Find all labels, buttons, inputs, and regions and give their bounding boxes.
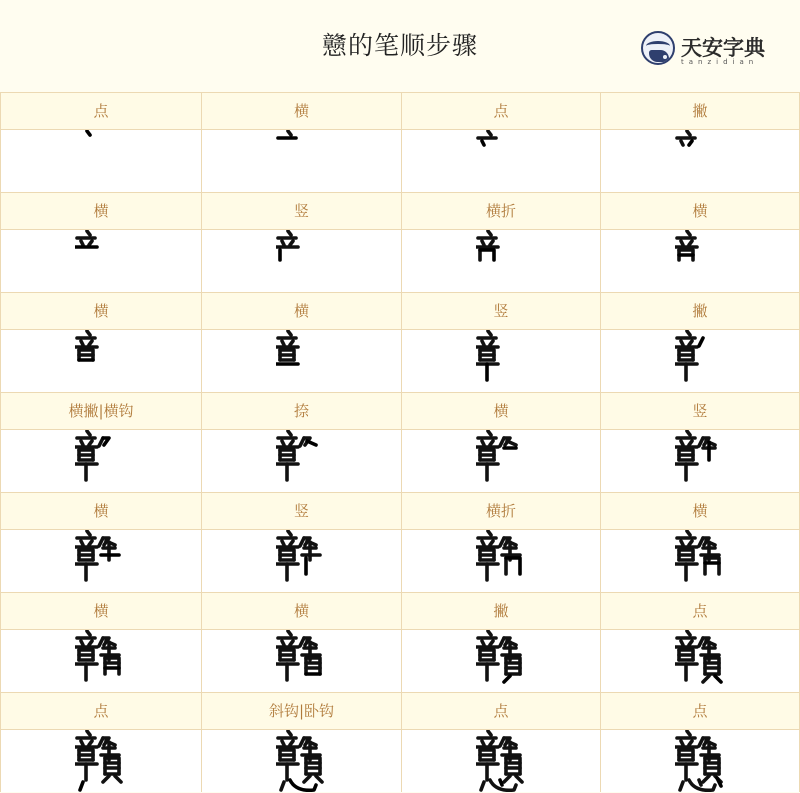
stroke-progress-glyph (402, 430, 600, 492)
stroke-progress-glyph (601, 330, 799, 392)
stroke-path (89, 541, 92, 545)
stroke-name-label: 横折 (402, 193, 600, 230)
stroke-path (689, 441, 692, 445)
stroke-step-cell (201, 692, 401, 792)
stroke-progress-glyph (601, 230, 799, 292)
stroke-step-cell (201, 592, 401, 692)
stroke-path (290, 441, 293, 445)
stroke-step-cell (401, 392, 600, 492)
stroke-path (89, 641, 92, 645)
stroke-path (490, 741, 493, 745)
character-strokes-icon (476, 530, 528, 592)
stroke-step-cell (0, 292, 201, 392)
stroke-path (490, 541, 493, 545)
character-strokes-icon (476, 730, 528, 792)
stroke-path (488, 631, 491, 635)
stroke-progress-glyph (402, 230, 600, 292)
stroke-path (282, 741, 284, 745)
stroke-path (687, 231, 690, 235)
stroke-path (705, 758, 719, 774)
stroke-progress-glyph (402, 630, 600, 692)
stroke-path (282, 441, 284, 445)
stroke-step-cell (201, 92, 401, 192)
stroke-progress-glyph (202, 530, 401, 592)
stroke-step-cell (401, 292, 600, 392)
stroke-step-cell (600, 92, 800, 192)
stroke-name-label: 竖 (402, 293, 600, 330)
stroke-path (80, 782, 83, 790)
stroke-name-label: 横 (1, 193, 201, 230)
character-strokes-icon (75, 630, 127, 692)
character-strokes-icon (276, 730, 328, 792)
stroke-progress-glyph (1, 630, 201, 692)
stroke-name-label: 横 (601, 193, 799, 230)
stroke-path (687, 131, 690, 135)
stroke-name-label: 斜钩|卧钩 (202, 693, 401, 730)
stroke-path (482, 341, 484, 345)
stroke-path (488, 131, 491, 135)
stroke-progress-glyph (1, 430, 201, 492)
stroke-path (699, 780, 701, 785)
stroke-path (516, 776, 522, 782)
stroke-path (306, 758, 320, 774)
stroke-progress-glyph (1, 330, 201, 392)
stroke-path (689, 241, 692, 245)
stroke-path (488, 531, 491, 535)
stroke-path (481, 782, 484, 790)
stroke-path (488, 731, 491, 735)
stroke-step-cell (201, 492, 401, 592)
stroke-path (81, 641, 83, 645)
character-strokes-icon (476, 630, 528, 692)
logo-subtitle: tanzidian (681, 58, 759, 66)
stroke-name-label: 横 (1, 593, 201, 630)
stroke-path (290, 541, 293, 545)
stroke-step-cell (401, 92, 600, 192)
stroke-progress-glyph (402, 130, 600, 192)
stroke-path (288, 431, 291, 435)
stroke-path (715, 676, 721, 682)
character-strokes-icon (75, 430, 127, 492)
character-strokes-icon (476, 130, 528, 192)
character-strokes-icon (276, 430, 328, 492)
stroke-step-cell (600, 492, 800, 592)
stroke-path (681, 141, 683, 145)
stroke-path (488, 231, 491, 235)
stroke-path (290, 241, 293, 245)
logo-name: 天安字典 (681, 35, 765, 60)
stroke-path (480, 250, 494, 260)
stroke-path (87, 231, 90, 235)
stroke-path (87, 731, 90, 735)
stroke-path (681, 441, 683, 445)
stroke-path (699, 338, 703, 346)
stroke-path (681, 241, 683, 245)
stroke-path (89, 341, 92, 345)
stroke-step-cell (0, 92, 201, 192)
character-strokes-icon (675, 130, 727, 192)
stroke-name-label: 横折 (402, 493, 600, 530)
stroke-path (689, 141, 692, 145)
stroke-path (506, 658, 520, 674)
stroke-name-label: 撇 (601, 293, 799, 330)
stroke-path (482, 141, 484, 145)
stroke-name-label: 竖 (202, 493, 401, 530)
stroke-path (81, 341, 83, 345)
character-strokes-icon (476, 230, 528, 292)
stroke-name-label: 横 (1, 493, 201, 530)
stroke-path (482, 241, 484, 245)
page-header (0, 0, 800, 92)
stroke-path (81, 241, 83, 245)
stroke-path (304, 776, 310, 782)
stroke-name-label: 点 (601, 593, 799, 630)
stroke-name-label: 点 (1, 693, 201, 730)
stroke-path (482, 541, 484, 545)
stroke-step-cell (0, 592, 201, 692)
page-title: 戆的笔顺步骤 (321, 31, 478, 60)
stroke-path (681, 741, 683, 745)
stroke-path (681, 541, 683, 545)
stroke-step-cell (600, 692, 800, 792)
stroke-path (306, 658, 320, 674)
stroke-step-cell (0, 492, 201, 592)
stroke-path (490, 341, 493, 345)
stroke-step-cell (401, 592, 600, 692)
stroke-step-cell (600, 392, 800, 492)
stroke-progress-glyph (601, 730, 799, 792)
stroke-name-label: 竖 (202, 193, 401, 230)
stroke-path (105, 658, 119, 674)
stroke-progress-glyph (402, 730, 600, 792)
stroke-path (681, 641, 683, 645)
stroke-progress-glyph (601, 530, 799, 592)
stroke-path (105, 758, 119, 774)
stroke-path (103, 438, 109, 445)
stroke-path (506, 558, 520, 574)
stroke-path (680, 782, 683, 790)
stroke-progress-glyph (202, 730, 401, 792)
stroke-path (705, 558, 719, 574)
character-strokes-icon (675, 230, 727, 292)
stroke-progress-glyph (402, 330, 600, 392)
stroke-step-cell (600, 592, 800, 692)
stroke-path (307, 441, 316, 445)
stroke-name-label: 撇 (402, 593, 600, 630)
stroke-path (482, 641, 484, 645)
character-strokes-icon (75, 730, 127, 792)
stroke-path (282, 341, 284, 345)
stroke-path (689, 541, 692, 545)
stroke-name-label: 点 (601, 693, 799, 730)
stroke-progress-glyph (202, 430, 401, 492)
character-strokes-icon (276, 230, 328, 292)
stroke-path (288, 231, 291, 235)
character-strokes-icon (75, 130, 127, 192)
stroke-path (89, 441, 92, 445)
stroke-progress-glyph (202, 130, 401, 192)
stroke-path (282, 641, 284, 645)
stroke-path (482, 441, 484, 445)
stroke-progress-glyph (402, 530, 600, 592)
stroke-step-cell (201, 292, 401, 392)
stroke-path (488, 331, 491, 335)
stroke-path (87, 131, 90, 135)
character-strokes-icon (276, 630, 328, 692)
character-strokes-icon (675, 330, 727, 392)
character-strokes-icon (476, 430, 528, 492)
character-strokes-icon (675, 630, 727, 692)
stroke-path (705, 658, 719, 674)
stroke-name-label: 横 (601, 493, 799, 530)
stroke-path (490, 641, 493, 645)
stroke-step-cell (401, 192, 600, 292)
stroke-name-label: 横撇|横钩 (1, 393, 201, 430)
stroke-path (504, 776, 510, 782)
stroke-step-cell (201, 392, 401, 492)
stroke-path (288, 731, 291, 735)
stroke-path (506, 758, 520, 774)
character-strokes-icon (675, 730, 727, 792)
stroke-path (507, 441, 516, 445)
stroke-progress-glyph (202, 230, 401, 292)
stroke-path (689, 641, 692, 645)
stroke-path (290, 341, 293, 345)
stroke-name-label: 捺 (202, 393, 401, 430)
stroke-progress-glyph (202, 630, 401, 692)
stroke-progress-glyph (1, 530, 201, 592)
stroke-step-cell (401, 492, 600, 592)
stroke-name-label: 横 (202, 593, 401, 630)
stroke-path (87, 431, 90, 435)
stroke-name-label: 点 (402, 693, 600, 730)
stroke-path (282, 241, 284, 245)
stroke-path (490, 241, 493, 245)
character-strokes-icon (276, 530, 328, 592)
stroke-path (689, 341, 692, 345)
stroke-path (490, 441, 493, 445)
stroke-step-cell (0, 392, 201, 492)
stroke-path (288, 531, 291, 535)
stroke-path (288, 331, 291, 335)
stroke-path (488, 431, 491, 435)
stroke-path (290, 741, 293, 745)
stroke-path (500, 780, 502, 785)
stroke-progress-glyph (601, 630, 799, 692)
stroke-path (316, 776, 322, 782)
stroke-path (89, 741, 92, 745)
stroke-name-label: 竖 (601, 393, 799, 430)
stroke-progress-glyph (1, 230, 201, 292)
stroke-name-label: 点 (1, 93, 201, 130)
stroke-name-label: 撇 (601, 93, 799, 130)
stroke-path (681, 341, 683, 345)
stroke-step-cell (0, 192, 201, 292)
character-strokes-icon (675, 530, 727, 592)
stroke-step-cell (201, 192, 401, 292)
stroke-step-cell (401, 692, 600, 792)
stroke-progress-glyph (1, 730, 201, 792)
stroke-path (89, 241, 92, 245)
character-strokes-icon (276, 330, 328, 392)
stroke-order-grid (0, 92, 800, 793)
logo-emblem-icon (641, 31, 675, 65)
character-strokes-icon (75, 330, 127, 392)
stroke-path (81, 741, 83, 745)
stroke-path (290, 641, 293, 645)
stroke-path (87, 331, 90, 335)
stroke-path (81, 441, 83, 445)
stroke-path (687, 631, 690, 635)
stroke-progress-glyph (601, 130, 799, 192)
stroke-path (115, 776, 121, 782)
stroke-path (504, 676, 510, 682)
site-logo[interactable] (641, 31, 771, 69)
stroke-path (703, 676, 709, 682)
stroke-step-cell (0, 692, 201, 792)
character-strokes-icon (476, 330, 528, 392)
stroke-path (87, 631, 90, 635)
stroke-path (482, 741, 484, 745)
stroke-step-cell (600, 292, 800, 392)
character-strokes-icon (675, 430, 727, 492)
stroke-path (103, 776, 109, 782)
stroke-step-cell (600, 192, 800, 292)
stroke-progress-glyph (601, 430, 799, 492)
stroke-path (87, 531, 90, 535)
character-strokes-icon (276, 130, 328, 192)
character-strokes-icon (75, 230, 127, 292)
stroke-name-label: 横 (1, 293, 201, 330)
stroke-path (281, 782, 284, 790)
stroke-path (288, 131, 291, 135)
stroke-path (282, 541, 284, 545)
stroke-path (687, 731, 690, 735)
stroke-name-label: 横 (202, 93, 401, 130)
character-strokes-icon (75, 530, 127, 592)
stroke-name-label: 横 (202, 293, 401, 330)
stroke-path (703, 776, 709, 782)
stroke-name-label: 点 (402, 93, 600, 130)
stroke-path (81, 541, 83, 545)
stroke-progress-glyph (202, 330, 401, 392)
stroke-path (288, 631, 291, 635)
stroke-path (687, 531, 690, 535)
stroke-path (687, 331, 690, 335)
stroke-path (689, 741, 692, 745)
stroke-path (687, 431, 690, 435)
stroke-progress-glyph (1, 130, 201, 192)
stroke-name-label: 横 (402, 393, 600, 430)
